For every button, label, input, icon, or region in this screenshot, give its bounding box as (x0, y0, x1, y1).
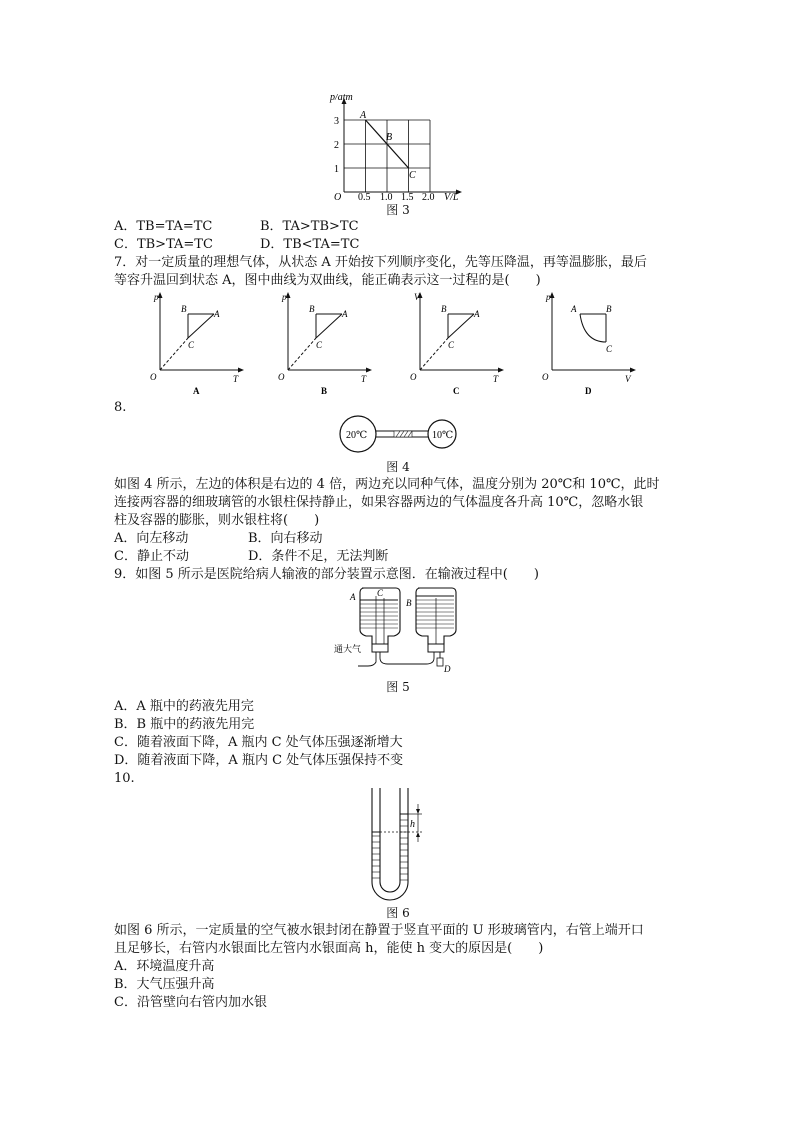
q7-graph-c (408, 290, 508, 398)
fig3-point-b: B (386, 132, 393, 143)
fig3-ytick-2: 2 (334, 140, 339, 151)
q7d-origin: O (542, 372, 549, 382)
q10-stem-line2: 且足够长，右管内水银面比左管内水银面高 h，能使 h 变大的原因是( ) (114, 941, 544, 956)
q7b-ylabel: p (282, 292, 287, 302)
fig3-origin: O (334, 192, 342, 202)
q7-graph-d (540, 290, 640, 398)
q8-option-b: B．向右移动 (248, 531, 323, 546)
q7a-point-a: A (214, 309, 220, 319)
figure-3-pv-graph (326, 94, 466, 202)
q7c-point-c: C (448, 340, 455, 350)
q7b-point-a: A (342, 309, 348, 319)
fig3-point-a: A (360, 110, 367, 121)
q7d-point-a: A (571, 304, 577, 314)
fig5-label-a: A (350, 592, 356, 602)
q8-option-d: D．条件不足，无法判断 (248, 549, 389, 564)
fig6-h-label: h (410, 819, 415, 830)
q10-option-a: A．环境温度升高 (114, 959, 215, 974)
q8-stem-line3: 柱及容器的膨胀，则水银柱将( ) (114, 513, 320, 528)
q7d-ylabel: p (546, 292, 551, 302)
q10-stem-line1: 如图 6 所示，一定质量的空气被水银封闭在静置于竖直平面的 U 形玻璃管内，右管上端开口 (114, 923, 644, 938)
q7c-point-a: A (474, 309, 480, 319)
figure-3-caption: 图 3 (386, 203, 410, 217)
figure-4-caption: 图 4 (386, 460, 410, 474)
fig4-right-temp: 10℃ (432, 430, 454, 441)
q8-option-c: C．静止不动 (114, 549, 189, 564)
q8-number: 8. (114, 400, 127, 415)
figure-4-two-bulbs (336, 412, 464, 458)
figure-5-caption: 图 5 (386, 680, 410, 694)
q7d-point-c: C (606, 344, 613, 354)
fig3-xtick-0.5: 0.5 (358, 192, 371, 202)
q9-option-d: D．随着液面下降，A 瓶内 C 处气体压强保持不变 (114, 753, 404, 768)
q7a-point-b: B (181, 304, 187, 314)
fig5-label-b: B (406, 598, 412, 608)
fig3-ytick-1: 1 (334, 164, 339, 175)
q7-graph-a-label: A (193, 386, 200, 396)
q9-option-b: B．B 瓶中的药液先用完 (114, 717, 255, 732)
figure-6-caption: 图 6 (386, 906, 410, 920)
fig3-xlabel: V/L (444, 192, 459, 202)
q8-option-a: A．向左移动 (114, 531, 189, 546)
q7a-point-c: C (188, 340, 195, 350)
fig3-xtick-2.0: 2.0 (422, 192, 435, 202)
q10-number: 10. (114, 771, 135, 786)
figure-5-infusion-apparatus (332, 584, 468, 676)
q9-stem: 9．如图 5 所示是医院给病人输液的部分装置示意图．在输液过程中( ) (114, 567, 539, 582)
q6-option-c: C．TB>TA=TC (114, 237, 213, 252)
fig3-xtick-1.0: 1.0 (380, 192, 393, 202)
q7-graph-c-label: C (453, 386, 460, 396)
q7a-origin: O (150, 372, 157, 382)
q7c-point-b: B (441, 304, 447, 314)
q7-graph-a (148, 290, 248, 398)
q7-stem-line1: 7．对一定质量的理想气体，从状态 A 开始按下列顺序变化，先等压降温，再等温膨胀，最后 (114, 255, 647, 270)
q7c-ylabel: V (414, 292, 420, 302)
q7b-point-c: C (316, 340, 323, 350)
q7-graph-d-label: D (585, 386, 592, 396)
q8-stem-line1: 如图 4 所示，左边的体积是右边的 4 倍，两边充以同种气体，温度分别为 20℃和 10℃，此时 (114, 477, 660, 492)
q7b-xlabel: T (361, 374, 367, 384)
q7d-xlabel: V (625, 374, 631, 384)
q9-option-a: A．A 瓶中的药液先用完 (114, 699, 254, 714)
q7-stem-line2: 等容升温回到状态 A，图中曲线为双曲线，能正确表示这一过程的是( ) (114, 273, 541, 288)
fig3-ylabel: p/atm (330, 94, 353, 103)
q6-option-b: B．TA>TB>TC (260, 219, 359, 234)
q8-stem-line2: 连接两容器的细玻璃管的水银柱保持静止，如果容器两边的气体温度各升高 10℃，忽略水银 (114, 495, 644, 510)
q7a-ylabel: p (154, 292, 159, 302)
fig3-ytick-3: 3 (334, 116, 339, 127)
q7-graph-b-label: B (321, 386, 328, 396)
q7b-origin: O (278, 372, 285, 382)
q7d-point-b: B (606, 304, 612, 314)
q7-graph-b (276, 290, 376, 398)
q7c-origin: O (410, 372, 417, 382)
q9-option-c: C．随着液面下降，A 瓶内 C 处气体压强逐渐增大 (114, 735, 403, 750)
q7c-xlabel: T (493, 374, 499, 384)
q7b-point-b: B (309, 304, 315, 314)
q10-option-c: C．沿管壁向右管内加水银 (114, 995, 267, 1010)
fig5-air-label: 通大气 (334, 644, 362, 654)
q10-option-b: B．大气压强升高 (114, 977, 215, 992)
fig5-label-c: C (377, 588, 384, 598)
q7a-xlabel: T (233, 374, 239, 384)
fig3-point-c: C (409, 170, 416, 181)
fig5-label-d: D (444, 664, 451, 674)
fig4-left-temp: 20℃ (346, 430, 368, 441)
figure-6-u-tube (362, 786, 434, 904)
fig3-xtick-1.5: 1.5 (401, 192, 414, 202)
q6-option-d: D．TB<TA=TC (260, 237, 360, 252)
q6-option-a: A．TB=TA=TC (114, 219, 213, 234)
